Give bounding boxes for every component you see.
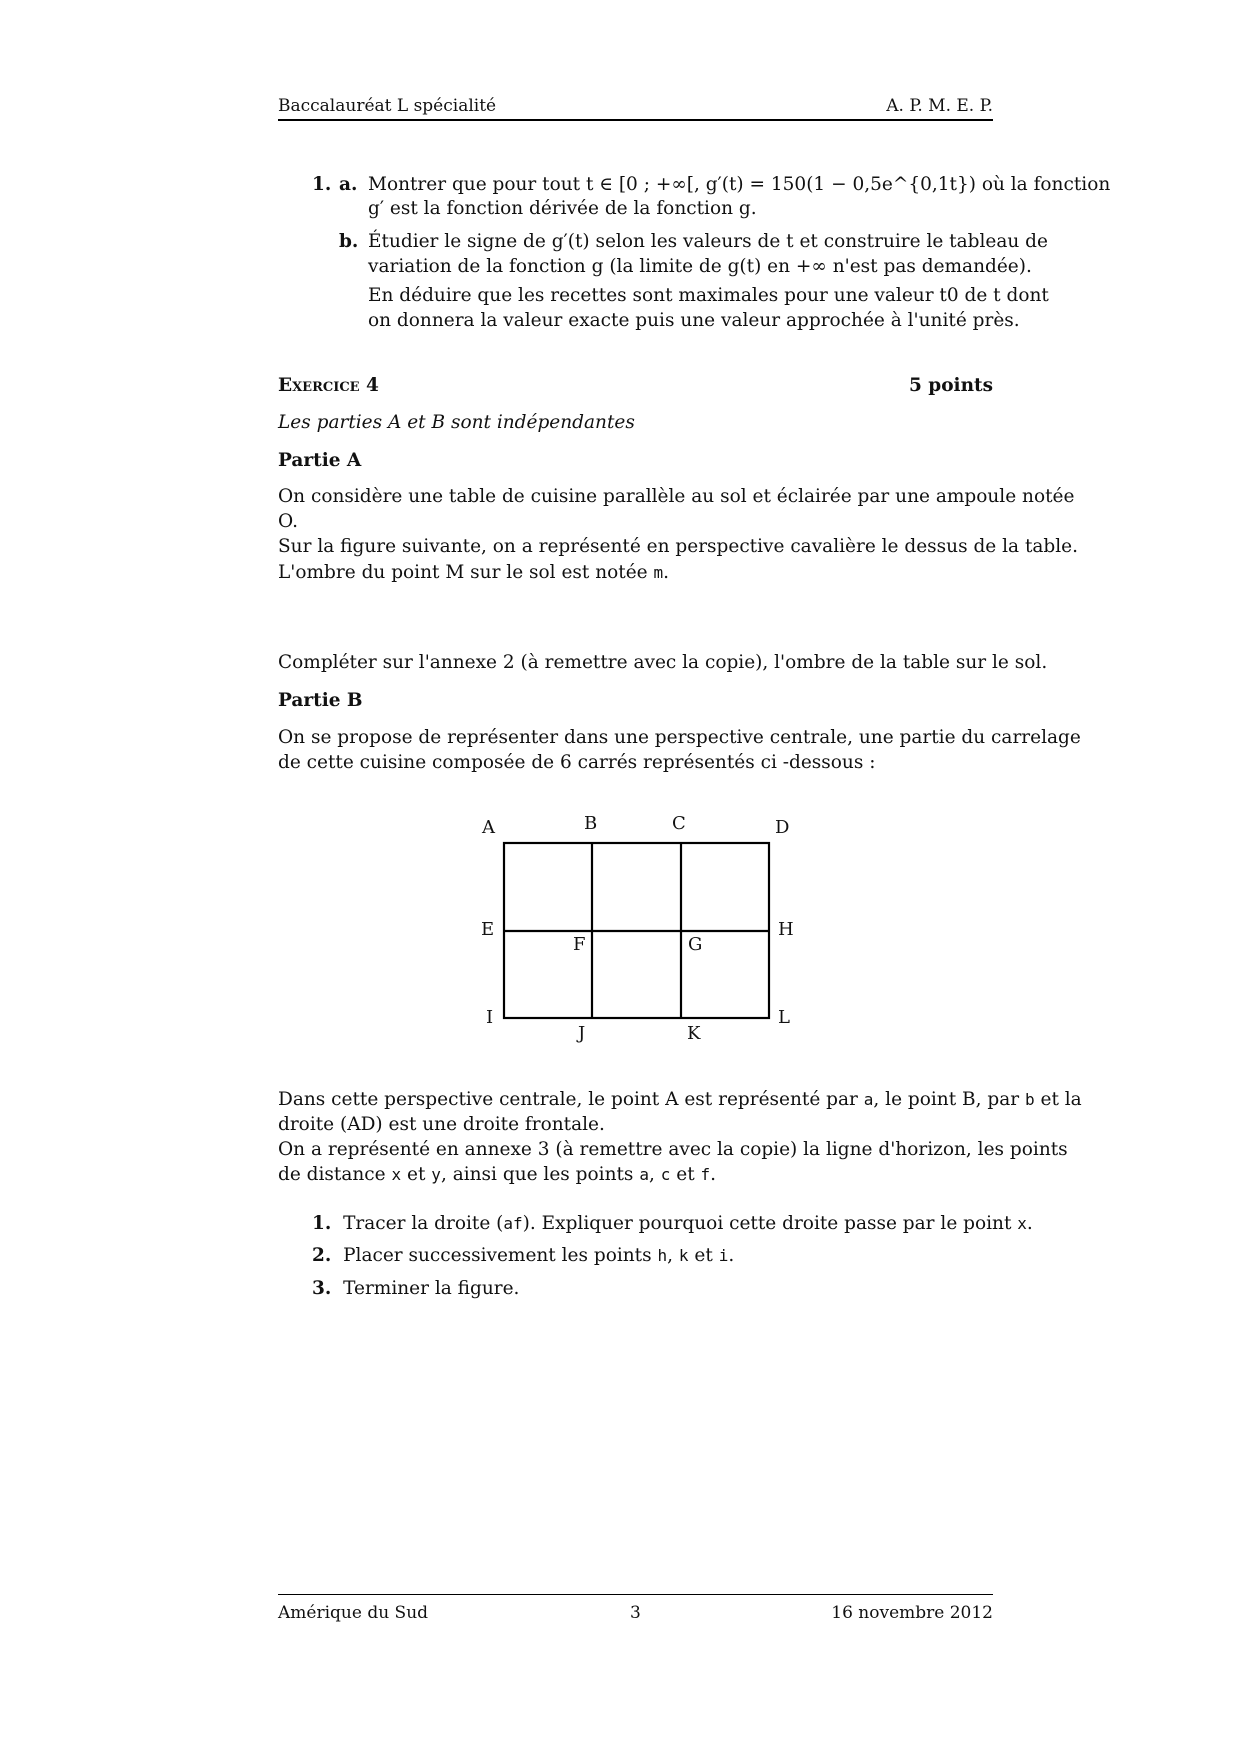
exercise-points: 5 points [908,375,993,396]
part-a-text: On considère une table de cuisine parallèle au sol et éclairée par une ampoule notée [278,486,1075,507]
subquestion-a-text-2: g′ est la fonction dérivée de la fonction g. [368,198,757,219]
point-label-f: F [573,934,586,955]
header-right: A. P. M. E. P. [886,96,993,116]
subquestion-b-text-4: on donnera la valeur exacte puis une valeur approchée à l'unité près. [368,310,1020,331]
point-label-j: J [578,1023,586,1044]
list-item: 2. Placer successivement les points h, k et i. [312,1245,735,1266]
subquestion-b-text-3: En déduire que les recettes sont maximales pour une valeur t0 de t dont [368,285,1049,306]
part-b-text: On a représenté en annexe 3 (à remettre avec la copie) la ligne d'horizon, les points [278,1139,1068,1160]
footer-right: 16 novembre 2012 [831,1603,993,1623]
part-a-text: Sur la figure suivante, on a représenté en perspective cavalière le dessus de la table. [278,536,1079,557]
footer-rule [278,1594,993,1595]
subquestion-a-label: a. [339,174,358,195]
exercise-intro: Les parties A et B sont indépendantes [278,412,635,433]
point-label-b: B [584,813,598,834]
part-b-title: Partie B [278,690,363,711]
point-label-k: K [687,1023,701,1044]
subquestion-b-text-2: variation de la fonction g (la limite de g(t) en +∞ n'est pas demandée). [368,256,1032,277]
part-b-text: de cette cuisine composée de 6 carrés représentés ci -dessous : [278,752,876,773]
point-label-g: G [688,934,703,955]
point-label-i: I [486,1007,494,1028]
subquestion-a-text: Montrer que pour tout t ∈ [0 ; +∞[, g′(t) = 150(1 − 0,5e^{0,1t}) où la fonction [368,174,1111,195]
point-label-h: H [778,919,794,940]
list-item: 1. Tracer la droite (af). Expliquer pourquoi cette droite passe par le point x. [312,1213,1033,1234]
subquestion-b-text: Étudier le signe de g′(t) selon les valeurs de t et construire le tableau de [368,231,1048,252]
part-a-text: L'ombre du point M sur le sol est notée m. [278,562,670,583]
point-label-e: E [481,919,495,940]
exercise-title: Exercice 4 [278,375,379,396]
point-label-d: D [775,817,790,838]
subquestion-b-label: b. [339,231,359,252]
part-a-text: O. [278,511,298,532]
point-label-l: L [778,1007,790,1028]
footer-left: Amérique du Sud [278,1603,429,1623]
page-number: 3 [630,1603,641,1623]
point-label-a: A [482,817,495,838]
part-b-text: On se propose de représenter dans une perspective centrale, une partie du carrelage [278,727,1081,748]
point-label-c: C [672,813,686,834]
list-item: 3. Terminer la figure. [312,1278,520,1299]
part-b-text: Dans cette perspective centrale, le point A est représenté par a, le point B, par b et la [278,1089,1082,1110]
part-a-title: Partie A [278,450,362,471]
part-b-text: de distance x et y, ainsi que les points a, c et f. [278,1164,717,1185]
part-a-instruction: Compléter sur l'annexe 2 (à remettre avec la copie), l'ombre de la table sur le sol. [278,652,1048,673]
part-b-text: droite (AD) est une droite frontale. [278,1114,605,1135]
question-number: 1. [312,174,332,195]
header-left: Baccalauréat L spécialité [278,96,497,116]
